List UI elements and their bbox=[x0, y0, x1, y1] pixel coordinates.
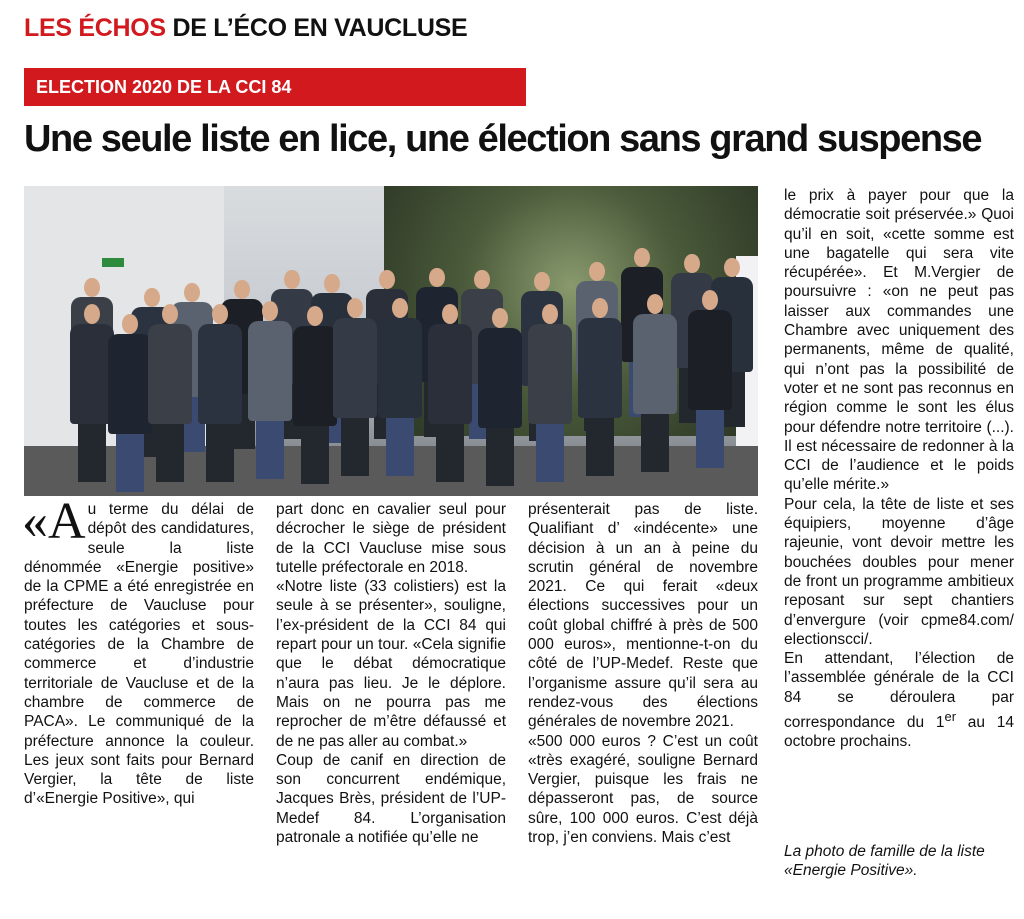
paragraph: Pour cela, la tête de liste et ses équipiers, moyenne d’âge rajeunie, vont devoir mettre les bouchées doubles pour mener de front un programme ambitieux reposant sur sept chantiers d’envergure (voir cpme84.com/ electionscci/. bbox=[784, 495, 1014, 648]
masthead-brand: LES ÉCHOS bbox=[24, 14, 166, 42]
article-column-3 bbox=[528, 500, 758, 847]
paragraph: «500 000 euros ? C’est un coût «très exagéré, souligne Bernard Vergier, puisque les frais ne dépasseront pas, de source sûre, 100 000 euros. C’est déjà trop, j’en conviens. Mais c’est bbox=[528, 732, 758, 847]
article-column-4 bbox=[784, 186, 1014, 752]
paragraph: En attendant, l’élection de l’assemblée générale de la CCI 84 se déroulera par correspondance du 1er au 14 octobre prochains. bbox=[784, 650, 1014, 751]
masthead-subtitle: DE L’ÉCO EN VAUCLUSE bbox=[172, 14, 468, 42]
paragraph: le prix à payer pour que la démocratie soit préservée.» Quoi qu’il en soit, «cette somme est une bagatelle qui sera vite récupérée». Et M.Vergier de poursuivre : «on ne peut pas laisser aux commandes une Chambre avec uniquement des permanents, même de qualité, qui n’ont pas la possibilité de voter et ne sont pas reconnus en région comme le sont les élus pour défendre notre territoire (...). Il est nécessaire de redonner à la CCI de l’audience et le poids qu’elle mérite.» bbox=[784, 187, 1014, 494]
dropcap: «A bbox=[22, 493, 86, 550]
paragraph: «Notre liste (33 colistiers) est la seule à se présenter», souligne, l’ex-président de la CCI 84 qui repart pour un tour. «Cela signifie que le débat démocratique n’aura pas lieu. Je le déplore. Mais on ne pourra pas me reprocher de m’être défaussé et de ne pas aller au combat.» bbox=[276, 578, 506, 750]
paragraph: part donc en cavalier seul pour décrocher le siège de président de la CCI Vaucluse mise sous tutelle préfectorale en 2018. bbox=[276, 501, 506, 576]
exit-sign-icon bbox=[102, 258, 124, 267]
masthead bbox=[24, 14, 467, 43]
group-photo bbox=[24, 186, 758, 496]
article-column-2 bbox=[276, 500, 506, 847]
headline: Une seule liste en lice, une élection sans grand suspense bbox=[24, 118, 982, 160]
paragraph: Coup de canif en direction de son concurrent endémique, Jacques Brès, président de l’UP-Medef 84. L’organisation patronale a notifiée qu’elle ne bbox=[276, 751, 506, 847]
section-label: ELECTION 2020 DE LA CCI 84 bbox=[24, 68, 526, 106]
article-column-1 bbox=[22, 493, 254, 809]
column-1-text: u terme du délai de dépôt des candidatures, seule la liste dénommée «Energie positive» de la CPME a été enregistrée en préfecture de Vaucluse pour toutes les catégories et sous-catégories de la Chambre de commerce et d’industrie territoriale de Vaucluse et de la chambre de commerce de PACA». Le communiqué de la préfecture annonce la couleur. Les jeux sont faits pour Bernard Vergier, la tête de liste d’«Energie Positive», qui bbox=[24, 501, 254, 808]
paragraph: présenterait pas de liste. Qualifiant d’ «indécente» une décision à un an à peine du scrutin général de novembre 2021. Ce qui ferait «deux élections successives pour un coût global chiffré à près de 500 000 euros», mentionne-t-on du côté de l’UP-Medef. Reste que l’organisme assure qu’il sera au rendez-vous des élections générales de novembre 2021. bbox=[528, 501, 758, 731]
photo-caption: La photo de famille de la liste «Energie Positive». bbox=[784, 843, 985, 880]
